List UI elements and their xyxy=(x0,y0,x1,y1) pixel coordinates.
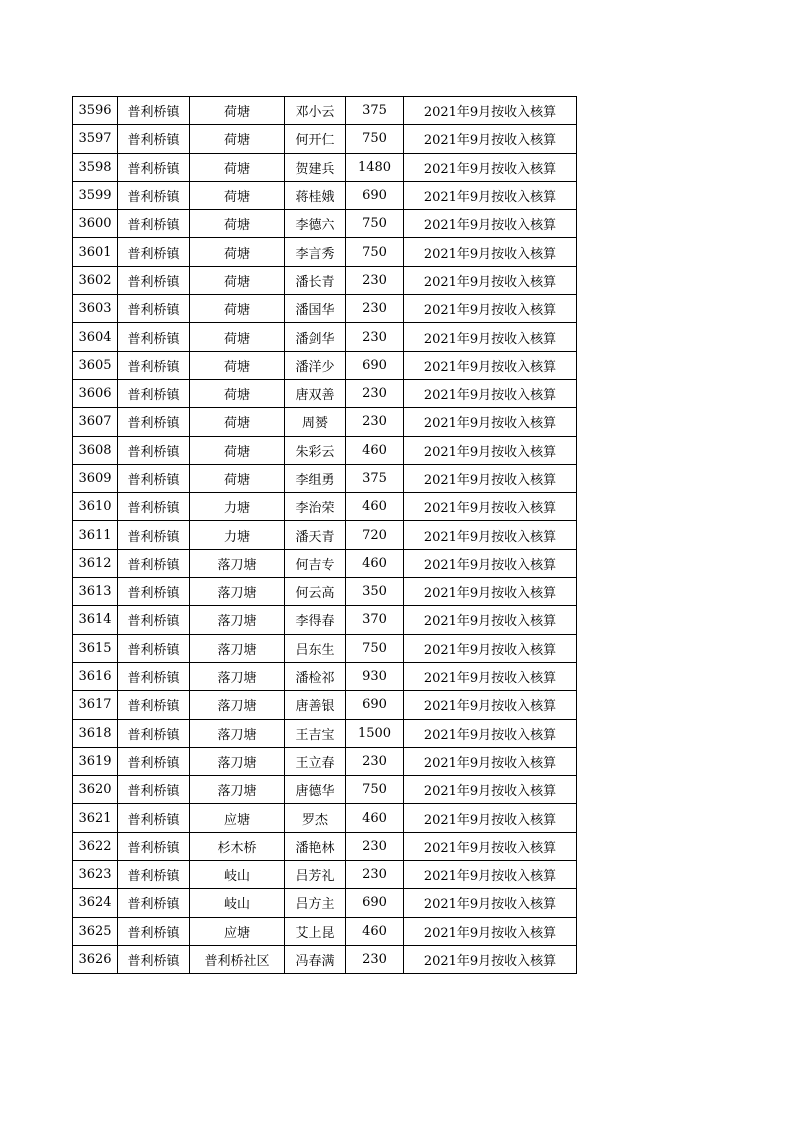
cell-village: 落刀塘 xyxy=(190,662,285,690)
cell-amount: 230 xyxy=(346,861,404,889)
cell-note: 2021年9月按收入核算 xyxy=(404,238,577,266)
cell-village: 力塘 xyxy=(190,493,285,521)
cell-village: 普利桥社区 xyxy=(190,945,285,973)
cell-id: 3619 xyxy=(73,747,118,775)
cell-note: 2021年9月按收入核算 xyxy=(404,436,577,464)
cell-village: 应塘 xyxy=(190,804,285,832)
cell-name: 贺建兵 xyxy=(285,153,346,181)
cell-town: 普利桥镇 xyxy=(118,181,190,209)
cell-village: 荷塘 xyxy=(190,97,285,125)
table-row xyxy=(73,210,577,238)
cell-note: 2021年9月按收入核算 xyxy=(404,578,577,606)
cell-name: 冯春满 xyxy=(285,945,346,973)
cell-id: 3609 xyxy=(73,464,118,492)
cell-id: 3612 xyxy=(73,549,118,577)
cell-note: 2021年9月按收入核算 xyxy=(404,379,577,407)
cell-id: 3616 xyxy=(73,662,118,690)
cell-village: 荷塘 xyxy=(190,266,285,294)
cell-id: 3613 xyxy=(73,578,118,606)
cell-town: 普利桥镇 xyxy=(118,210,190,238)
cell-amount: 230 xyxy=(346,295,404,323)
cell-name: 王吉宝 xyxy=(285,719,346,747)
cell-village: 力塘 xyxy=(190,521,285,549)
cell-village: 荷塘 xyxy=(190,210,285,238)
cell-amount: 1500 xyxy=(346,719,404,747)
cell-name: 唐双善 xyxy=(285,379,346,407)
cell-village: 应塘 xyxy=(190,917,285,945)
cell-town: 普利桥镇 xyxy=(118,295,190,323)
cell-note: 2021年9月按收入核算 xyxy=(404,323,577,351)
cell-note: 2021年9月按收入核算 xyxy=(404,861,577,889)
cell-amount: 460 xyxy=(346,804,404,832)
cell-amount: 460 xyxy=(346,549,404,577)
cell-amount: 750 xyxy=(346,776,404,804)
cell-note: 2021年9月按收入核算 xyxy=(404,464,577,492)
cell-village: 荷塘 xyxy=(190,238,285,266)
table-row xyxy=(73,832,577,860)
table-row xyxy=(73,379,577,407)
table-row xyxy=(73,521,577,549)
cell-id: 3624 xyxy=(73,889,118,917)
table-row xyxy=(73,153,577,181)
table-row xyxy=(73,578,577,606)
cell-note: 2021年9月按收入核算 xyxy=(404,747,577,775)
cell-name: 李治荣 xyxy=(285,493,346,521)
cell-name: 罗杰 xyxy=(285,804,346,832)
cell-note: 2021年9月按收入核算 xyxy=(404,493,577,521)
cell-town: 普利桥镇 xyxy=(118,408,190,436)
table-row xyxy=(73,464,577,492)
cell-town: 普利桥镇 xyxy=(118,776,190,804)
cell-note: 2021年9月按收入核算 xyxy=(404,125,577,153)
cell-amount: 690 xyxy=(346,351,404,379)
cell-village: 荷塘 xyxy=(190,351,285,379)
table-row xyxy=(73,408,577,436)
cell-town: 普利桥镇 xyxy=(118,238,190,266)
table-row xyxy=(73,351,577,379)
cell-amount: 750 xyxy=(346,210,404,238)
cell-town: 普利桥镇 xyxy=(118,832,190,860)
table-row xyxy=(73,238,577,266)
cell-note: 2021年9月按收入核算 xyxy=(404,804,577,832)
table-row xyxy=(73,97,577,125)
cell-amount: 750 xyxy=(346,125,404,153)
cell-amount: 350 xyxy=(346,578,404,606)
cell-name: 邓小云 xyxy=(285,97,346,125)
cell-amount: 230 xyxy=(346,323,404,351)
cell-note: 2021年9月按收入核算 xyxy=(404,832,577,860)
cell-town: 普利桥镇 xyxy=(118,861,190,889)
cell-id: 3598 xyxy=(73,153,118,181)
table-row xyxy=(73,634,577,662)
cell-id: 3614 xyxy=(73,606,118,634)
cell-name: 潘洋少 xyxy=(285,351,346,379)
table-row xyxy=(73,436,577,464)
cell-village: 荷塘 xyxy=(190,436,285,464)
cell-id: 3623 xyxy=(73,861,118,889)
cell-name: 李言秀 xyxy=(285,238,346,266)
table-row xyxy=(73,691,577,719)
cell-id: 3611 xyxy=(73,521,118,549)
cell-note: 2021年9月按收入核算 xyxy=(404,351,577,379)
cell-village: 荷塘 xyxy=(190,181,285,209)
cell-town: 普利桥镇 xyxy=(118,747,190,775)
cell-name: 唐善银 xyxy=(285,691,346,719)
cell-id: 3602 xyxy=(73,266,118,294)
cell-id: 3603 xyxy=(73,295,118,323)
cell-village: 落刀塘 xyxy=(190,549,285,577)
cell-note: 2021年9月按收入核算 xyxy=(404,521,577,549)
cell-amount: 230 xyxy=(346,945,404,973)
table-row xyxy=(73,719,577,747)
cell-note: 2021年9月按收入核算 xyxy=(404,210,577,238)
cell-amount: 370 xyxy=(346,606,404,634)
cell-note: 2021年9月按收入核算 xyxy=(404,662,577,690)
cell-village: 荷塘 xyxy=(190,408,285,436)
table-row xyxy=(73,493,577,521)
cell-village: 荷塘 xyxy=(190,295,285,323)
cell-town: 普利桥镇 xyxy=(118,917,190,945)
table-row xyxy=(73,917,577,945)
cell-village: 落刀塘 xyxy=(190,691,285,719)
cell-amount: 720 xyxy=(346,521,404,549)
cell-note: 2021年9月按收入核算 xyxy=(404,776,577,804)
table-row xyxy=(73,747,577,775)
cell-name: 李得春 xyxy=(285,606,346,634)
cell-village: 落刀塘 xyxy=(190,776,285,804)
cell-amount: 690 xyxy=(346,691,404,719)
cell-village: 落刀塘 xyxy=(190,747,285,775)
cell-village: 岐山 xyxy=(190,889,285,917)
cell-amount: 930 xyxy=(346,662,404,690)
cell-town: 普利桥镇 xyxy=(118,662,190,690)
cell-village: 落刀塘 xyxy=(190,719,285,747)
cell-town: 普利桥镇 xyxy=(118,125,190,153)
cell-name: 李德六 xyxy=(285,210,346,238)
cell-town: 普利桥镇 xyxy=(118,436,190,464)
cell-town: 普利桥镇 xyxy=(118,945,190,973)
cell-town: 普利桥镇 xyxy=(118,691,190,719)
cell-amount: 230 xyxy=(346,379,404,407)
cell-id: 3626 xyxy=(73,945,118,973)
cell-name: 王立春 xyxy=(285,747,346,775)
cell-amount: 750 xyxy=(346,238,404,266)
table-row xyxy=(73,804,577,832)
cell-name: 潘剑华 xyxy=(285,323,346,351)
cell-amount: 460 xyxy=(346,493,404,521)
cell-amount: 230 xyxy=(346,408,404,436)
cell-id: 3596 xyxy=(73,97,118,125)
cell-note: 2021年9月按收入核算 xyxy=(404,889,577,917)
table-row xyxy=(73,181,577,209)
cell-note: 2021年9月按收入核算 xyxy=(404,634,577,662)
table-row xyxy=(73,662,577,690)
cell-id: 3607 xyxy=(73,408,118,436)
cell-amount: 460 xyxy=(346,917,404,945)
cell-name: 李组勇 xyxy=(285,464,346,492)
table-row xyxy=(73,323,577,351)
cell-name: 朱彩云 xyxy=(285,436,346,464)
cell-amount: 750 xyxy=(346,634,404,662)
cell-note: 2021年9月按收入核算 xyxy=(404,153,577,181)
cell-note: 2021年9月按收入核算 xyxy=(404,917,577,945)
table-row xyxy=(73,266,577,294)
cell-town: 普利桥镇 xyxy=(118,97,190,125)
cell-note: 2021年9月按收入核算 xyxy=(404,549,577,577)
cell-town: 普利桥镇 xyxy=(118,464,190,492)
cell-name: 吕芳礼 xyxy=(285,861,346,889)
cell-name: 潘天青 xyxy=(285,521,346,549)
cell-id: 3622 xyxy=(73,832,118,860)
cell-id: 3617 xyxy=(73,691,118,719)
table-body xyxy=(73,97,577,974)
cell-village: 杉木桥 xyxy=(190,832,285,860)
cell-amount: 375 xyxy=(346,464,404,492)
cell-village: 荷塘 xyxy=(190,464,285,492)
data-table xyxy=(72,96,577,974)
cell-name: 吕方主 xyxy=(285,889,346,917)
cell-name: 何云高 xyxy=(285,578,346,606)
cell-village: 落刀塘 xyxy=(190,634,285,662)
cell-note: 2021年9月按收入核算 xyxy=(404,945,577,973)
table-row xyxy=(73,125,577,153)
cell-amount: 230 xyxy=(346,266,404,294)
cell-id: 3604 xyxy=(73,323,118,351)
cell-name: 唐德华 xyxy=(285,776,346,804)
cell-id: 3618 xyxy=(73,719,118,747)
cell-id: 3600 xyxy=(73,210,118,238)
cell-town: 普利桥镇 xyxy=(118,323,190,351)
cell-note: 2021年9月按收入核算 xyxy=(404,719,577,747)
table-row xyxy=(73,606,577,634)
table-row xyxy=(73,549,577,577)
cell-amount: 230 xyxy=(346,832,404,860)
cell-id: 3605 xyxy=(73,351,118,379)
cell-name: 潘国华 xyxy=(285,295,346,323)
cell-name: 何开仁 xyxy=(285,125,346,153)
cell-town: 普利桥镇 xyxy=(118,634,190,662)
cell-name: 吕东生 xyxy=(285,634,346,662)
cell-id: 3606 xyxy=(73,379,118,407)
cell-town: 普利桥镇 xyxy=(118,578,190,606)
cell-note: 2021年9月按收入核算 xyxy=(404,691,577,719)
cell-village: 荷塘 xyxy=(190,125,285,153)
cell-village: 岐山 xyxy=(190,861,285,889)
cell-name: 潘艳林 xyxy=(285,832,346,860)
cell-id: 3599 xyxy=(73,181,118,209)
cell-id: 3625 xyxy=(73,917,118,945)
cell-amount: 375 xyxy=(346,97,404,125)
cell-town: 普利桥镇 xyxy=(118,521,190,549)
table-row xyxy=(73,889,577,917)
cell-town: 普利桥镇 xyxy=(118,379,190,407)
cell-amount: 460 xyxy=(346,436,404,464)
cell-id: 3620 xyxy=(73,776,118,804)
cell-id: 3601 xyxy=(73,238,118,266)
cell-town: 普利桥镇 xyxy=(118,719,190,747)
cell-name: 何吉专 xyxy=(285,549,346,577)
cell-name: 潘长青 xyxy=(285,266,346,294)
cell-note: 2021年9月按收入核算 xyxy=(404,606,577,634)
cell-name: 蒋桂娥 xyxy=(285,181,346,209)
cell-village: 荷塘 xyxy=(190,379,285,407)
table-row xyxy=(73,776,577,804)
cell-village: 落刀塘 xyxy=(190,606,285,634)
cell-village: 荷塘 xyxy=(190,153,285,181)
cell-note: 2021年9月按收入核算 xyxy=(404,408,577,436)
cell-amount: 690 xyxy=(346,889,404,917)
cell-id: 3615 xyxy=(73,634,118,662)
cell-village: 荷塘 xyxy=(190,323,285,351)
cell-town: 普利桥镇 xyxy=(118,351,190,379)
cell-amount: 1480 xyxy=(346,153,404,181)
cell-id: 3597 xyxy=(73,125,118,153)
cell-id: 3608 xyxy=(73,436,118,464)
cell-id: 3610 xyxy=(73,493,118,521)
cell-name: 艾上昆 xyxy=(285,917,346,945)
cell-amount: 690 xyxy=(346,181,404,209)
cell-town: 普利桥镇 xyxy=(118,889,190,917)
cell-town: 普利桥镇 xyxy=(118,266,190,294)
cell-id: 3621 xyxy=(73,804,118,832)
cell-town: 普利桥镇 xyxy=(118,804,190,832)
cell-amount: 230 xyxy=(346,747,404,775)
table-row xyxy=(73,945,577,973)
cell-town: 普利桥镇 xyxy=(118,606,190,634)
cell-note: 2021年9月按收入核算 xyxy=(404,295,577,323)
cell-village: 落刀塘 xyxy=(190,578,285,606)
table-row xyxy=(73,861,577,889)
cell-town: 普利桥镇 xyxy=(118,153,190,181)
cell-note: 2021年9月按收入核算 xyxy=(404,97,577,125)
cell-note: 2021年9月按收入核算 xyxy=(404,181,577,209)
cell-name: 周赟 xyxy=(285,408,346,436)
cell-note: 2021年9月按收入核算 xyxy=(404,266,577,294)
cell-town: 普利桥镇 xyxy=(118,493,190,521)
cell-town: 普利桥镇 xyxy=(118,549,190,577)
cell-name: 潘检祁 xyxy=(285,662,346,690)
table-row xyxy=(73,295,577,323)
